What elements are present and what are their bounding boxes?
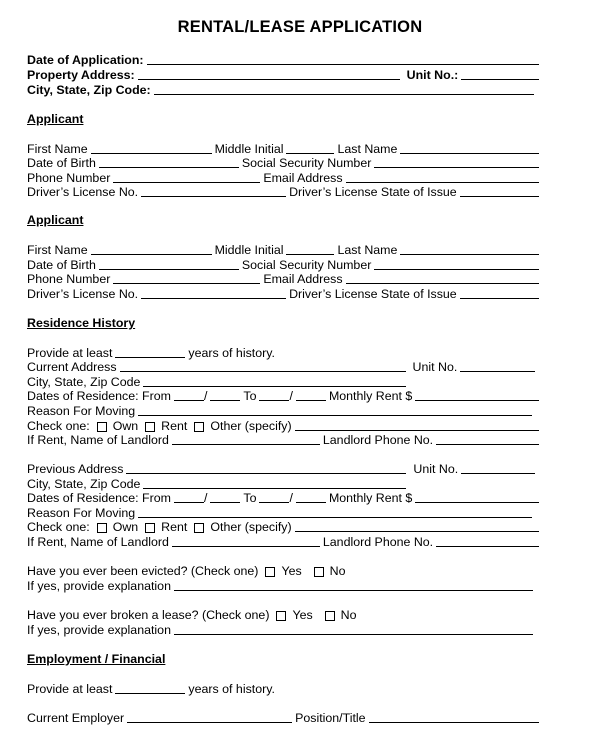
reason-for-moving-label: Reason For Moving: [27, 404, 136, 418]
city-state-zip-label: City, State, Zip Code: [27, 477, 141, 491]
own-checkbox[interactable]: [97, 523, 107, 533]
to-label: To: [243, 491, 257, 505]
from-year-field[interactable]: [210, 400, 240, 401]
city-state-zip-label: City, State, Zip Code: [27, 375, 141, 389]
own-label: Own: [112, 419, 139, 433]
date-slash: /: [289, 491, 293, 505]
date-slash: /: [203, 389, 208, 403]
rent-label: Rent: [161, 520, 188, 534]
unit-no-field[interactable]: [461, 79, 539, 80]
evicted-no-checkbox[interactable]: [314, 567, 324, 577]
dates-from-label: Dates of Residence: From: [27, 389, 171, 403]
other-specify-field[interactable]: [295, 430, 539, 431]
applicant-2-license-row: [27, 286, 539, 301]
first-name-field[interactable]: [91, 153, 212, 154]
residence-history-heading: Residence History: [27, 316, 136, 330]
employment-years-field[interactable]: [115, 693, 185, 694]
monthly-rent-label: Monthly Rent $: [328, 491, 413, 505]
residence-years-field[interactable]: [115, 357, 185, 358]
first-name-label: First Name: [27, 243, 88, 257]
evicted-yes-checkbox[interactable]: [265, 567, 275, 577]
from-year-field[interactable]: [210, 502, 240, 503]
previous-address-row: [27, 461, 539, 476]
broken-lease-no-checkbox[interactable]: [325, 611, 335, 621]
years-of-history-label: years of history.: [188, 346, 275, 360]
current-city-row: [27, 374, 539, 389]
previous-landlord-row: [27, 534, 539, 549]
applicant-2-heading: Applicant: [27, 213, 84, 227]
ssn-label: Social Security Number: [241, 258, 372, 272]
email-address-label: Email Address: [263, 272, 343, 286]
landlord-phone-label: Landlord Phone No.: [322, 433, 434, 447]
provide-at-least-label: Provide at least: [27, 682, 113, 696]
applicant-1-phone-row: [27, 170, 539, 185]
city-state-zip-row: [27, 82, 539, 97]
previous-address-label: Previous Address: [27, 462, 124, 476]
evicted-row: [27, 563, 539, 578]
date-slash: /: [203, 491, 208, 505]
reason-for-moving-field[interactable]: [138, 517, 532, 518]
broken-lease-explain-row: [27, 622, 539, 637]
phone-number-label: Phone Number: [27, 171, 111, 185]
monthly-rent-field[interactable]: [415, 400, 539, 401]
license-no-field[interactable]: [141, 196, 286, 197]
license-no-label: Driver’s License No.: [27, 287, 139, 301]
last-name-field[interactable]: [400, 254, 539, 255]
check-one-label: Check one:: [27, 520, 90, 534]
own-label: Own: [112, 520, 139, 534]
previous-address-field[interactable]: [126, 473, 406, 474]
current-employer-label: Current Employer: [27, 711, 125, 725]
applicant-1-heading: Applicant: [27, 112, 84, 126]
previous-check-row: [27, 519, 539, 534]
landlord-phone-field[interactable]: [436, 546, 539, 547]
middle-initial-field[interactable]: [286, 153, 334, 154]
position-title-field[interactable]: [369, 722, 539, 723]
to-month-field[interactable]: [259, 502, 289, 503]
landlord-name-label: If Rent, Name of Landlord: [27, 433, 169, 447]
reason-for-moving-field[interactable]: [138, 415, 532, 416]
unit-no-field[interactable]: [460, 371, 535, 372]
phone-number-field[interactable]: [113, 283, 260, 284]
applicant-1-license-row: [27, 184, 539, 199]
reason-for-moving-label: Reason For Moving: [27, 506, 136, 520]
email-address-field[interactable]: [346, 283, 539, 284]
rent-label: Rent: [161, 419, 188, 433]
other-checkbox[interactable]: [194, 523, 204, 533]
previous-dates-row: [27, 490, 539, 505]
broken-lease-yes-checkbox[interactable]: [276, 611, 286, 621]
city-state-zip-field[interactable]: [143, 488, 406, 489]
check-one-label: Check one:: [27, 419, 90, 433]
ssn-label: Social Security Number: [241, 156, 372, 170]
property-address-label: Property Address:: [27, 68, 135, 82]
broken-lease-explanation-field[interactable]: [174, 634, 533, 635]
city-state-zip-field[interactable]: [154, 94, 534, 95]
date-of-birth-label: Date of Birth: [27, 156, 96, 170]
ssn-field[interactable]: [374, 167, 539, 168]
date-of-application-field[interactable]: [147, 64, 539, 65]
evicted-question: Have you ever been evicted? (Check one): [27, 564, 259, 578]
license-state-field[interactable]: [460, 196, 539, 197]
broken-lease-yes-label: Yes: [292, 608, 313, 622]
unit-no-label: Unit No.:: [406, 68, 459, 82]
ssn-field[interactable]: [374, 269, 539, 270]
years-of-history-label: years of history.: [188, 682, 275, 696]
property-address-field[interactable]: [138, 79, 400, 80]
employment-heading: Employment / Financial: [27, 652, 166, 666]
applicant-1-dob-row: [27, 155, 539, 170]
phone-number-field[interactable]: [113, 182, 260, 183]
license-state-label: Driver’s License State of Issue: [289, 287, 457, 301]
other-specify-field[interactable]: [295, 531, 539, 532]
current-address-label: Current Address: [27, 360, 117, 374]
current-employer-field[interactable]: [127, 722, 292, 723]
license-state-field[interactable]: [460, 298, 539, 299]
evicted-no-label: No: [329, 564, 346, 578]
current-landlord-row: [27, 432, 539, 447]
current-address-row: [27, 359, 539, 374]
applicant-1-name-row: [27, 141, 539, 156]
applicant-2-phone-row: [27, 271, 539, 286]
property-address-row: [27, 67, 539, 82]
position-title-label: Position/Title: [295, 711, 366, 725]
date-of-birth-label: Date of Birth: [27, 258, 96, 272]
last-name-field[interactable]: [400, 153, 539, 154]
license-no-label: Driver’s License No.: [27, 185, 139, 199]
license-state-label: Driver’s License State of Issue: [289, 185, 457, 199]
rent-checkbox[interactable]: [145, 422, 155, 432]
own-checkbox[interactable]: [97, 422, 107, 432]
residence-years-row: [27, 345, 539, 360]
monthly-rent-label: Monthly Rent $: [328, 389, 413, 403]
to-year-field[interactable]: [296, 502, 326, 503]
middle-initial-field[interactable]: [286, 254, 334, 255]
unit-no-label: Unit No.: [413, 462, 459, 476]
dates-from-label: Dates of Residence: From: [27, 491, 171, 505]
current-reason-row: [27, 403, 539, 418]
middle-initial-label: Middle Initial: [214, 142, 284, 156]
explanation-label: If yes, provide explanation: [27, 623, 171, 637]
evicted-explain-row: [27, 578, 539, 593]
form-title: RENTAL/LEASE APPLICATION: [177, 18, 423, 36]
date-of-application-row: [27, 52, 539, 67]
current-check-row: [27, 418, 539, 433]
broken-lease-no-label: No: [340, 608, 357, 622]
to-label: To: [243, 389, 257, 403]
landlord-name-label: If Rent, Name of Landlord: [27, 535, 169, 549]
date-of-birth-field[interactable]: [99, 269, 239, 270]
current-address-field[interactable]: [120, 371, 406, 372]
rent-checkbox[interactable]: [145, 523, 155, 533]
unit-no-field[interactable]: [461, 473, 535, 474]
broken-lease-row: [27, 607, 539, 622]
license-no-field[interactable]: [141, 298, 286, 299]
previous-reason-row: [27, 505, 539, 520]
broken-lease-question: Have you ever broken a lease? (Check one): [27, 608, 270, 622]
city-state-zip-label: City, State, Zip Code:: [27, 83, 151, 97]
other-specify-label: Other (specify): [210, 419, 292, 433]
to-month-field[interactable]: [259, 400, 289, 401]
applicant-2-dob-row: [27, 257, 539, 272]
to-year-field[interactable]: [296, 400, 326, 401]
employment-years-row: [27, 681, 539, 696]
middle-initial-label: Middle Initial: [214, 243, 284, 257]
previous-city-row: [27, 476, 539, 491]
date-of-birth-field[interactable]: [99, 167, 239, 168]
monthly-rent-field[interactable]: [415, 502, 539, 503]
email-address-label: Email Address: [263, 171, 343, 185]
date-slash: /: [289, 389, 293, 403]
explanation-label: If yes, provide explanation: [27, 579, 171, 593]
other-specify-label: Other (specify): [210, 520, 292, 534]
provide-at-least-label: Provide at least: [27, 346, 113, 360]
other-checkbox[interactable]: [194, 422, 204, 432]
landlord-phone-field[interactable]: [436, 444, 539, 445]
phone-number-label: Phone Number: [27, 272, 111, 286]
from-month-field[interactable]: [174, 400, 204, 401]
evicted-explanation-field[interactable]: [174, 590, 533, 591]
landlord-name-field[interactable]: [172, 546, 320, 547]
current-employer-row: [27, 710, 539, 725]
applicant-2-name-row: [27, 242, 539, 257]
unit-no-label: Unit No.: [412, 360, 458, 374]
last-name-label: Last Name: [337, 142, 398, 156]
landlord-name-field[interactable]: [172, 444, 320, 445]
evicted-yes-label: Yes: [281, 564, 302, 578]
date-of-application-label: Date of Application:: [27, 53, 144, 67]
first-name-field[interactable]: [91, 254, 212, 255]
first-name-label: First Name: [27, 142, 88, 156]
city-state-zip-field[interactable]: [143, 386, 406, 387]
current-dates-row: [27, 388, 539, 403]
landlord-phone-label: Landlord Phone No.: [322, 535, 434, 549]
email-address-field[interactable]: [346, 182, 539, 183]
from-month-field[interactable]: [174, 502, 204, 503]
last-name-label: Last Name: [337, 243, 398, 257]
